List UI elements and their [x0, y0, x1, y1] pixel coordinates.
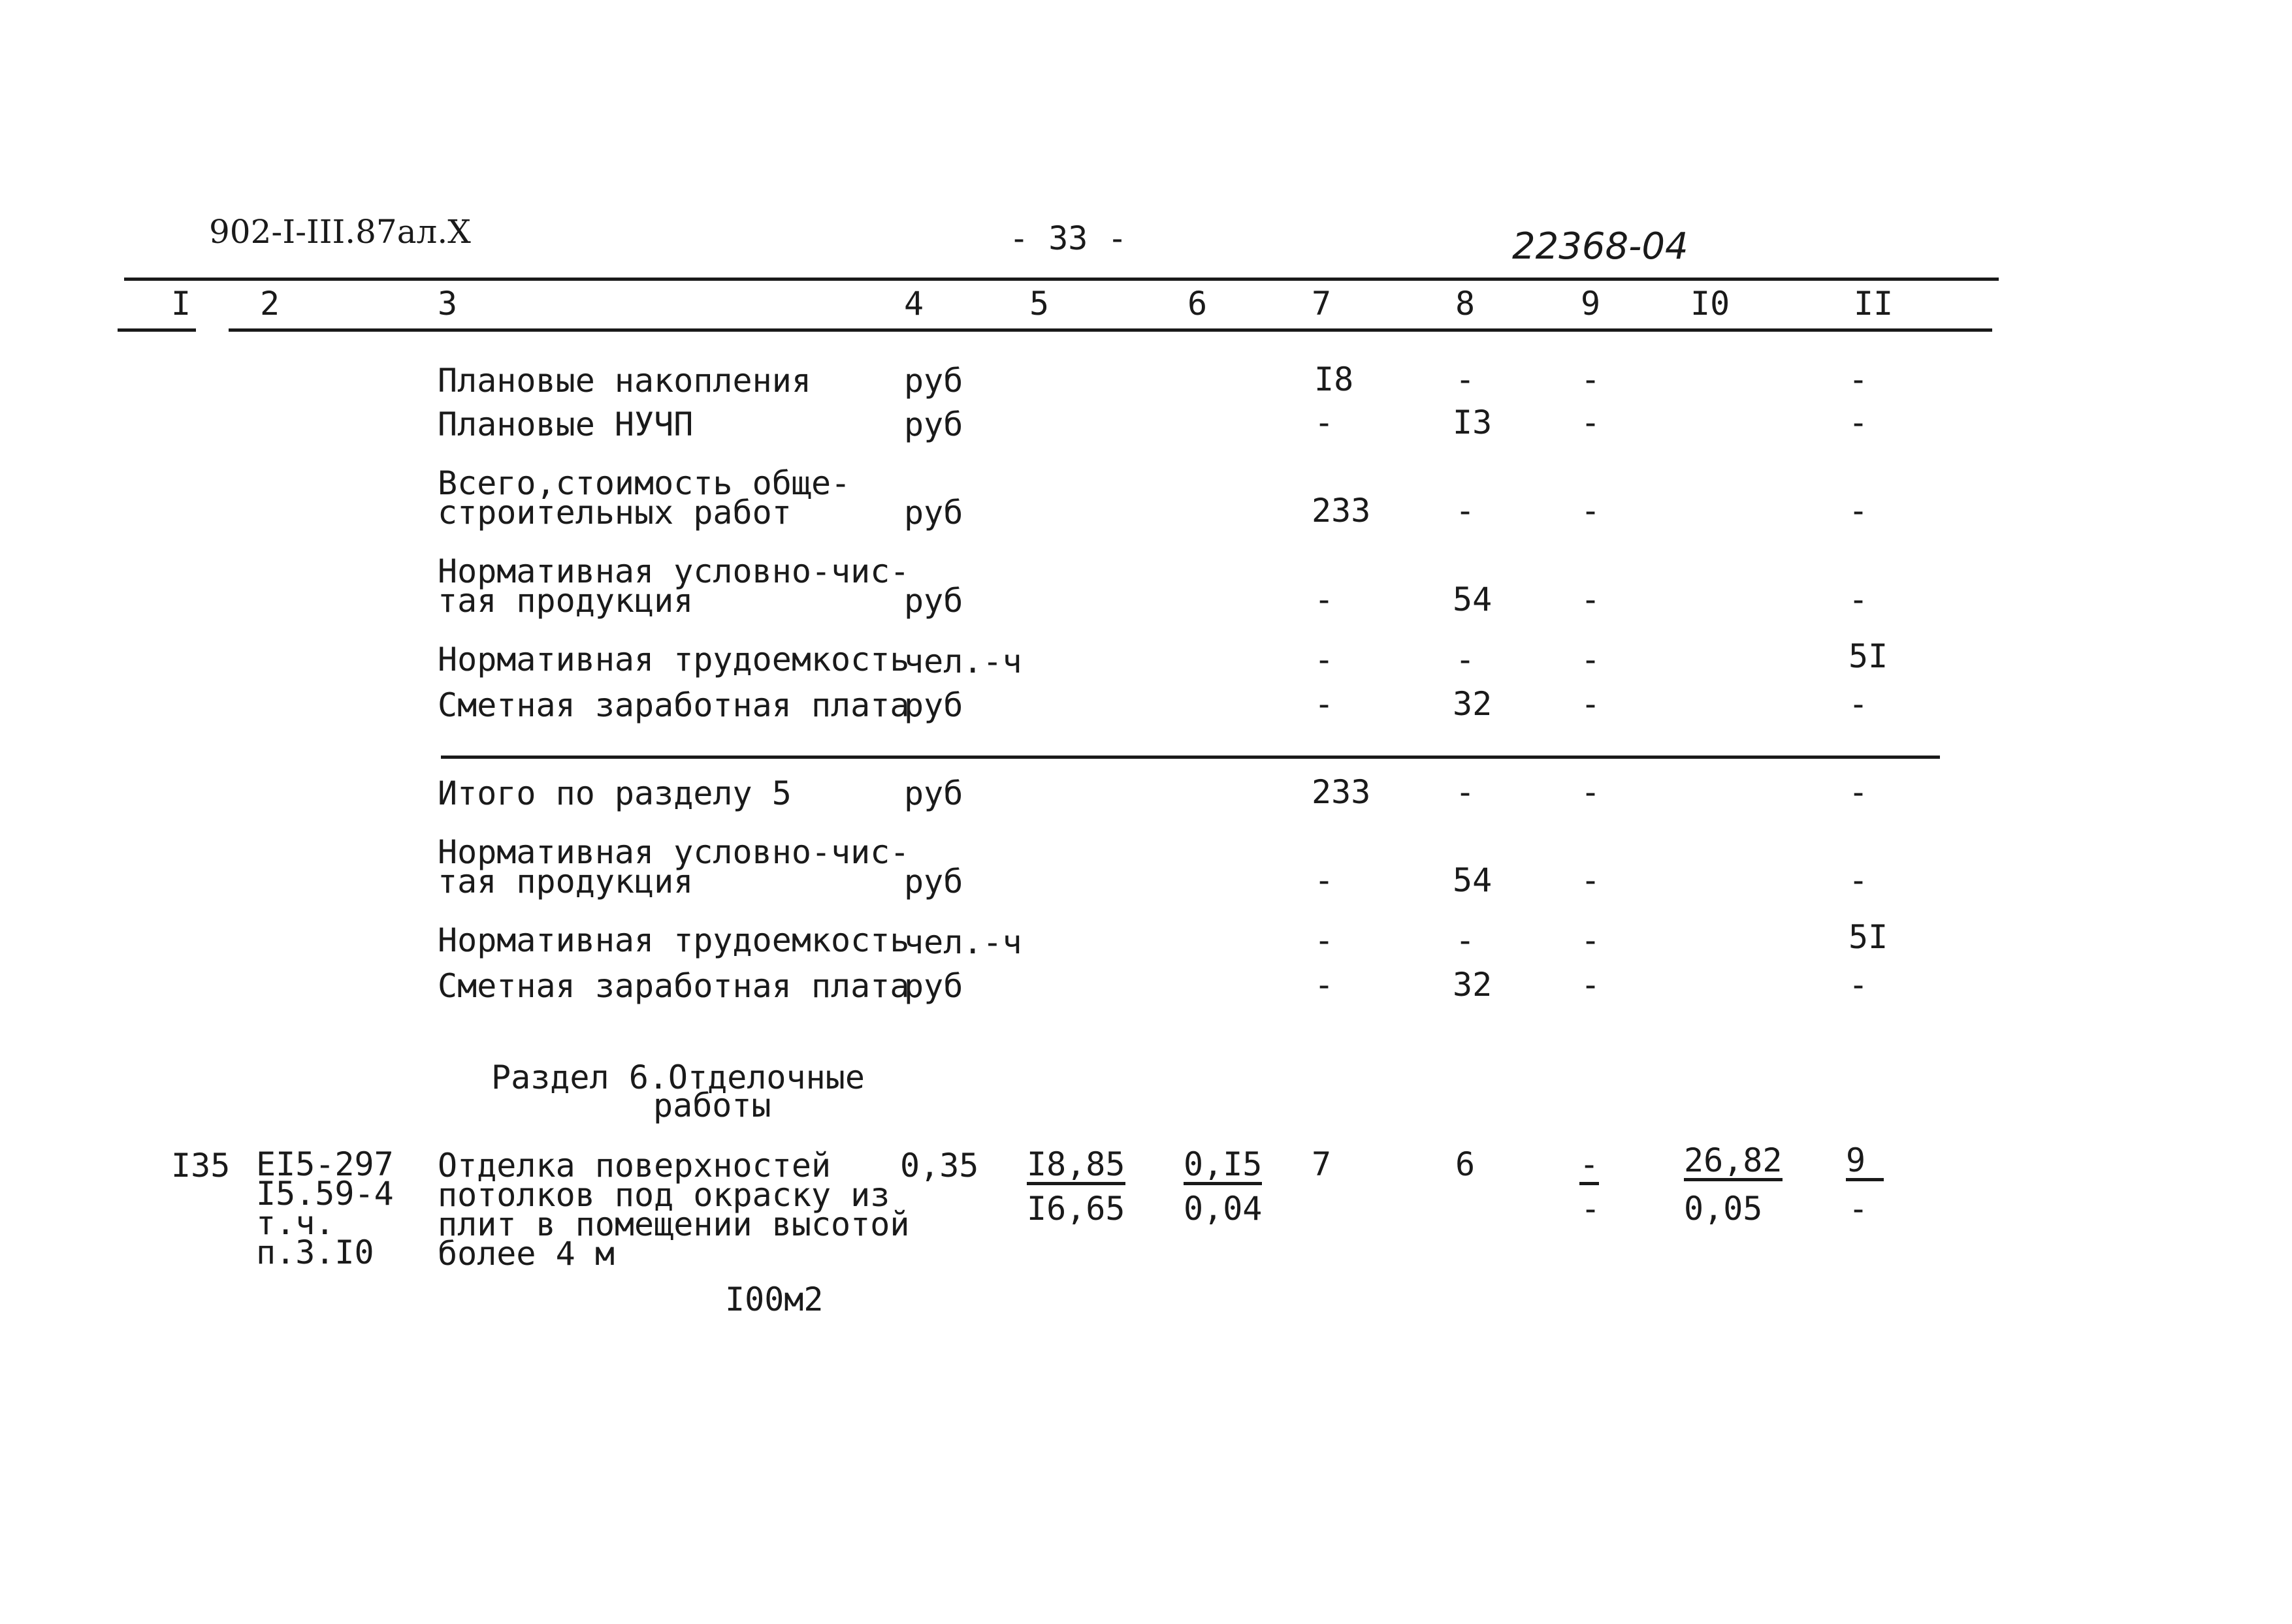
- row-col7: -: [1314, 861, 1334, 899]
- header-bottom-rule-left: [118, 328, 196, 332]
- item-col7: 7: [1312, 1145, 1332, 1183]
- item-code: I5.59-4: [256, 1175, 394, 1213]
- row-col9: -: [1581, 404, 1601, 441]
- row-col11: -: [1848, 581, 1869, 618]
- row-col7: 233: [1312, 492, 1371, 530]
- row-col11: -: [1848, 685, 1869, 723]
- item-col11-bottom: -: [1848, 1190, 1869, 1228]
- row-col8: 32: [1453, 966, 1493, 1004]
- col-header-6: 6: [1187, 285, 1208, 323]
- col-header-5: 5: [1029, 285, 1050, 323]
- row-col8: -: [1455, 921, 1476, 959]
- row-col9: -: [1581, 360, 1601, 398]
- row-col9: -: [1581, 861, 1601, 899]
- header-bottom-rule: [229, 328, 1992, 332]
- section-title-cont: работы: [653, 1087, 771, 1124]
- row-col11: 5I: [1848, 637, 1888, 675]
- row-name: Нормативная условно-чис-: [438, 833, 910, 871]
- row-unit: руб: [904, 686, 963, 724]
- row-name-cont: тая продукция: [438, 582, 694, 620]
- item-col5-bottom: I6,65: [1027, 1190, 1125, 1228]
- item-quantity: 0,35: [900, 1147, 979, 1185]
- row-col7: -: [1314, 921, 1334, 959]
- item-col10-bottom: 0,05: [1684, 1190, 1763, 1228]
- item-description: потолков под окраску из: [438, 1176, 890, 1214]
- row-col8: -: [1455, 360, 1476, 398]
- col-header-3: 3: [438, 285, 458, 323]
- row-col9: -: [1581, 685, 1601, 723]
- document-code: 902-I-III.87ал.X: [209, 213, 471, 251]
- row-unit: руб: [904, 406, 963, 443]
- row-col7: -: [1314, 966, 1334, 1004]
- row-name-cont: строительных работ: [438, 494, 792, 532]
- row-name: Нормативная трудоемкость: [438, 641, 910, 678]
- row-col9: -: [1581, 641, 1601, 678]
- row-unit: руб: [904, 863, 963, 900]
- item-col5-top: I8,85: [1027, 1148, 1125, 1185]
- item-col10-top: 26,82: [1684, 1144, 1783, 1181]
- row-col11: -: [1848, 404, 1869, 441]
- section-title: Раздел 6.Отделочные: [491, 1059, 865, 1096]
- item-number: I35: [171, 1147, 231, 1185]
- item-description: более 4 м: [438, 1235, 615, 1273]
- row-col11: -: [1848, 492, 1869, 530]
- row-name: Плановые НУЧП: [438, 406, 694, 443]
- row-unit: чел.-ч: [904, 643, 1022, 680]
- col-header-10: I0: [1690, 285, 1730, 323]
- row-unit: чел.-ч: [904, 923, 1022, 961]
- row-name: Сметная заработная плата: [438, 686, 910, 724]
- item-col9-bottom: -: [1581, 1190, 1601, 1228]
- item-code: т.ч.: [256, 1204, 335, 1242]
- col-header-8: 8: [1455, 285, 1476, 323]
- row-col11: -: [1848, 966, 1869, 1004]
- item-col6-bottom: 0,04: [1184, 1190, 1263, 1228]
- row-col7: -: [1314, 581, 1334, 618]
- page-number: - 33 -: [1009, 219, 1127, 257]
- item-code: п.3.I0: [256, 1234, 374, 1271]
- row-col8: 32: [1453, 685, 1493, 723]
- row-col7: -: [1314, 404, 1334, 441]
- row-col7: I8: [1314, 360, 1354, 398]
- row-col8: 54: [1453, 581, 1493, 618]
- row-name: Нормативная условно-чис-: [438, 552, 910, 590]
- row-col11: -: [1848, 773, 1869, 811]
- row-col8: -: [1455, 641, 1476, 678]
- row-col9: -: [1581, 921, 1601, 959]
- row-name: Плановые накопления: [438, 362, 811, 400]
- row-col9: -: [1581, 773, 1601, 811]
- row-name-cont: тая продукция: [438, 863, 694, 900]
- col-header-7: 7: [1312, 285, 1332, 323]
- row-col8: -: [1455, 773, 1476, 811]
- row-unit: руб: [904, 362, 963, 400]
- row-unit: руб: [904, 774, 963, 812]
- row-col11: 5I: [1848, 918, 1888, 956]
- row-col7: -: [1314, 641, 1334, 678]
- col-header-2: 2: [260, 285, 280, 323]
- row-col8: 54: [1453, 861, 1493, 899]
- registry-number: 22368-04: [1512, 225, 1688, 268]
- row-name: Итого по разделу 5: [438, 774, 792, 812]
- row-name: Сметная заработная плата: [438, 967, 910, 1005]
- row-col9: -: [1581, 492, 1601, 530]
- item-description: Отделка поверхностей: [438, 1147, 831, 1185]
- col-header-4: 4: [904, 285, 924, 323]
- col-header-1: I: [171, 285, 191, 323]
- section-divider: [441, 756, 1940, 759]
- item-col8: 6: [1455, 1145, 1476, 1183]
- row-unit: руб: [904, 494, 963, 532]
- col-header-9: 9: [1581, 285, 1601, 323]
- item-col6-top: 0,I5: [1184, 1148, 1262, 1185]
- col-header-11: II: [1854, 285, 1894, 323]
- row-col8: -: [1455, 492, 1476, 530]
- item-col11-top: 9: [1846, 1144, 1884, 1181]
- row-unit: руб: [904, 967, 963, 1005]
- item-unit: I00м2: [725, 1281, 824, 1318]
- item-col9-top: -: [1579, 1148, 1599, 1185]
- item-description: плит в помещении высотой: [438, 1205, 910, 1243]
- row-col7: -: [1314, 685, 1334, 723]
- item-code: EI5-297: [256, 1145, 394, 1183]
- row-col7: 233: [1312, 773, 1371, 811]
- row-col11: -: [1848, 861, 1869, 899]
- row-col9: -: [1581, 966, 1601, 1004]
- row-name: Всего,стоимость обще-: [438, 464, 851, 502]
- row-unit: руб: [904, 582, 963, 620]
- row-col11: -: [1848, 360, 1869, 398]
- row-name: Нормативная трудоемкость: [438, 921, 910, 959]
- row-col9: -: [1581, 581, 1601, 618]
- row-col8: I3: [1453, 404, 1493, 441]
- header-top-rule: [124, 278, 1999, 281]
